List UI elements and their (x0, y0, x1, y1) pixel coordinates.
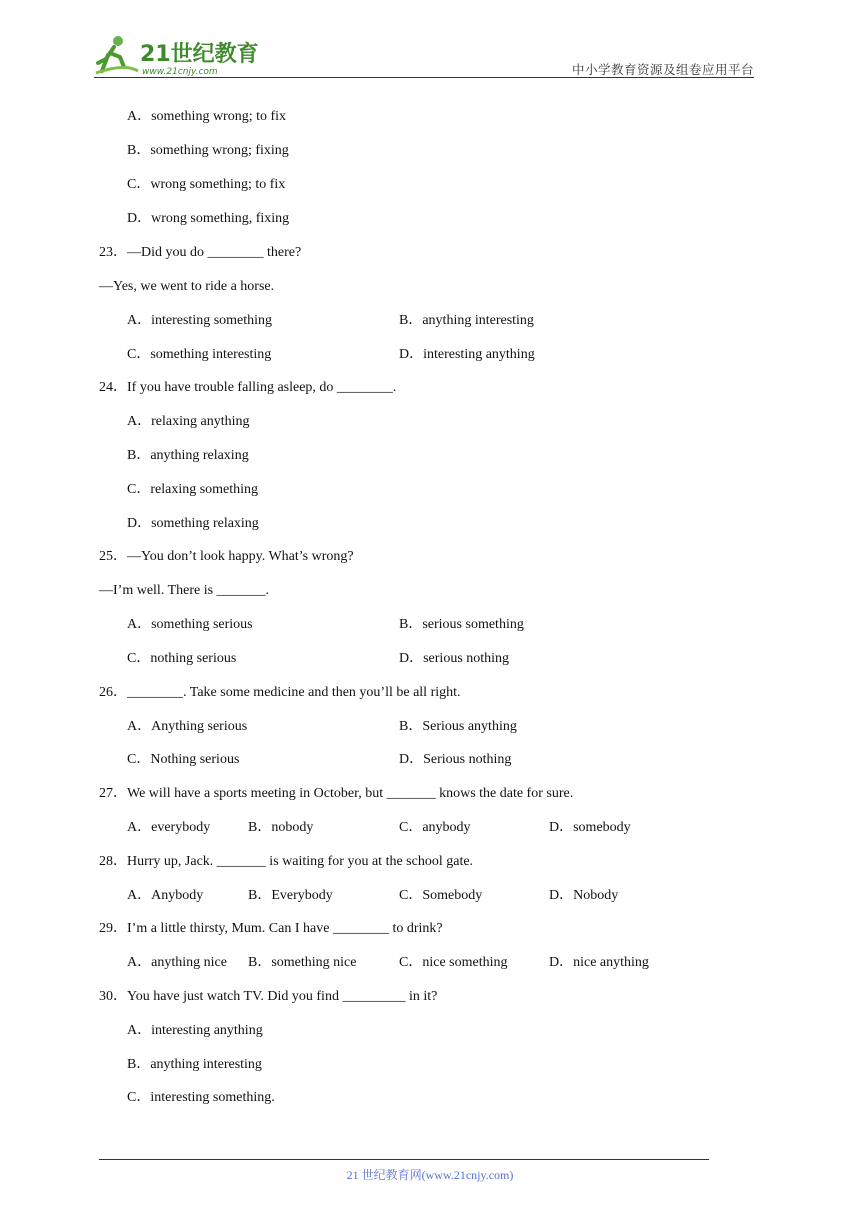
answer-option[interactable]: D．something relaxing (127, 516, 259, 531)
answer-option[interactable]: A．something serious (127, 617, 253, 632)
answer-option[interactable]: A．something wrong; to fix (127, 109, 287, 124)
runner-icon (94, 33, 264, 77)
answer-option[interactable]: B．nobody (248, 820, 314, 835)
footer-link[interactable]: 21 世纪教育网(www.21cnjy.com) (346, 1168, 514, 1182)
answer-option[interactable]: C．anybody (399, 820, 471, 835)
answer-option[interactable]: B．anything relaxing (127, 448, 249, 463)
answer-option[interactable]: A．everybody (127, 820, 211, 835)
question-line: 29．I’m a little thirsty, Mum. Can I have ________ to drink? (99, 921, 443, 936)
answer-option[interactable]: D．somebody (549, 820, 631, 835)
answer-option[interactable]: D．interesting anything (399, 347, 535, 362)
question-line: —Yes, we went to ride a horse. (99, 279, 275, 294)
answer-option[interactable]: C．nothing serious (127, 651, 237, 666)
answer-option[interactable]: D．Serious nothing (399, 752, 512, 767)
answer-option[interactable]: B．serious something (399, 617, 524, 632)
answer-option[interactable]: D．nice anything (549, 955, 649, 970)
answer-option[interactable]: B．something wrong; fixing (127, 143, 289, 158)
site-logo[interactable] (94, 33, 264, 77)
platform-tagline: 中小学教育资源及组卷应用平台 (571, 62, 754, 77)
answer-option[interactable]: A．interesting anything (127, 1023, 263, 1038)
answer-option[interactable]: D．Nobody (549, 888, 619, 903)
answer-option[interactable]: C．Somebody (399, 888, 483, 903)
question-line: 30．You have just watch TV. Did you find _________ in it? (99, 989, 438, 1004)
question-line: —I’m well. There is _______. (99, 583, 270, 598)
header-divider (94, 77, 754, 78)
answer-option[interactable]: C．nice something (399, 955, 508, 970)
footer-divider (99, 1159, 709, 1160)
answer-option[interactable]: A．Anything serious (127, 719, 248, 734)
answer-option[interactable]: B．anything interesting (399, 313, 534, 328)
question-line: 28．Hurry up, Jack. _______ is waiting for you at the school gate. (99, 854, 474, 869)
answer-option[interactable]: B．Serious anything (399, 719, 517, 734)
answer-option[interactable]: D．wrong something, fixing (127, 211, 290, 226)
question-line: 26．________. Take some medicine and then you’ll be all right. (99, 685, 461, 700)
answer-option[interactable]: A．relaxing anything (127, 414, 250, 429)
answer-option[interactable]: A．anything nice (127, 955, 227, 970)
question-line: 24．If you have trouble falling asleep, do ________. (99, 380, 397, 395)
answer-option[interactable]: B．anything interesting (127, 1057, 262, 1072)
answer-option[interactable]: C．something interesting (127, 347, 272, 362)
answer-option[interactable]: C．Nothing serious (127, 752, 240, 767)
logo-url: www.21cnjy.com (142, 67, 218, 77)
answer-option[interactable]: C．interesting something. (127, 1090, 275, 1105)
question-line: 23．—Did you do ________ there? (99, 245, 302, 260)
logo-text: 21世纪教育 (140, 42, 259, 67)
answer-option[interactable]: C．relaxing something (127, 482, 259, 497)
answer-option[interactable]: C．wrong something; to fix (127, 177, 286, 192)
answer-option[interactable]: B．Everybody (248, 888, 333, 903)
answer-option[interactable]: A．interesting something (127, 313, 273, 328)
answer-option[interactable]: B．something nice (248, 955, 357, 970)
question-line: 27．We will have a sports meeting in October, but _______ knows the date for sure. (99, 786, 574, 801)
answer-option[interactable]: D．serious nothing (399, 651, 510, 666)
answer-option[interactable]: A．Anybody (127, 888, 204, 903)
question-line: 25．—You don’t look happy. What’s wrong? (99, 549, 354, 564)
